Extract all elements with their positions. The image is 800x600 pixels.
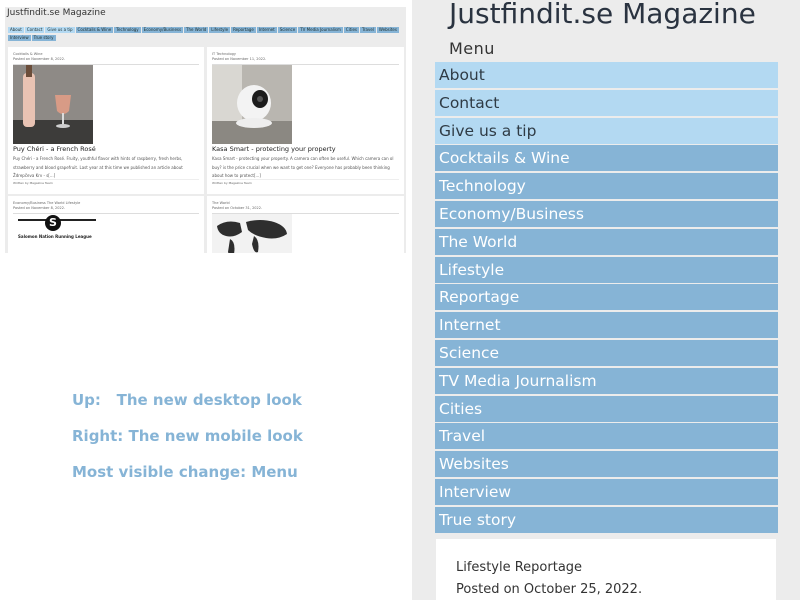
mobile-site-title[interactable]: Justfindit.se Magazine <box>449 0 756 30</box>
menu-item-tv-media-journalism[interactable]: TV Media Journalism <box>435 368 778 394</box>
desktop-nav-item-websites[interactable]: Websites <box>378 27 397 32</box>
desktop-nav-item-cities[interactable]: Cities <box>345 27 358 32</box>
desktop-nav-item-economy-business[interactable]: Economy/Business <box>143 27 182 32</box>
card-meta <box>13 201 80 211</box>
menu-item-about[interactable]: About <box>435 62 778 88</box>
world-map-photo[interactable] <box>212 214 292 253</box>
security-camera-photo[interactable] <box>212 65 292 144</box>
article-card-kasa-smart[interactable] <box>207 47 404 194</box>
salomon-logo-icon: S <box>45 215 61 231</box>
desktop-nav-item-tv-media-journalism[interactable]: TV Media Journalism <box>300 27 341 32</box>
card-posted-date: Posted on November 11, 2022. <box>212 57 267 61</box>
card-category[interactable]: Lifestyle Reportage <box>456 560 583 575</box>
caption-mobile: Right: The new mobile look <box>72 427 303 445</box>
menu-item-cities[interactable]: Cities <box>435 396 778 422</box>
card-byline: Written by Magazine Team <box>13 181 53 185</box>
card-headline[interactable]: Kasa Smart - protecting your property <box>212 145 336 153</box>
desktop-nav-item-give-us-a-tip[interactable]: Give us a tip <box>47 27 73 32</box>
menu-item-internet[interactable]: Internet <box>435 312 778 338</box>
menu-item-cocktails-wine[interactable]: Cocktails & Wine <box>435 145 778 171</box>
card-category[interactable]: IT Technology <box>212 52 236 56</box>
rose-wine-photo[interactable] <box>13 65 93 144</box>
mobile-screenshot <box>412 0 800 600</box>
desktop-nav-item-contact[interactable]: Contact <box>26 27 43 32</box>
card-category[interactable]: Cocktails & Wine <box>13 52 43 56</box>
card-posted-date: Posted on November 8, 2022. <box>13 57 66 61</box>
desktop-site-title[interactable]: Justfindit.se Magazine <box>7 8 106 18</box>
menu-item-travel[interactable]: Travel <box>435 423 778 449</box>
card-meta <box>212 52 266 62</box>
menu-item-the-world[interactable]: The World <box>435 229 778 255</box>
article-card-world[interactable] <box>207 196 404 253</box>
card-headline[interactable]: Puy Chéri - a French Rosé <box>13 145 96 153</box>
desktop-nav-item-cocktails-wine[interactable]: Cocktails & Wine <box>77 27 112 32</box>
desktop-nav-item-true-story[interactable]: True story <box>33 35 54 40</box>
card-excerpt: Puy Chéri - a French Rosé. Fruity, youthful flavor with hints of raspberry, fresh herbs, strawberry and blood grapefruit. Last year at this time we published an article about Ždrepčeva Krv - s[...] <box>13 156 183 178</box>
menu-item-true-story[interactable]: True story <box>435 507 778 533</box>
desktop-nav-item-internet[interactable]: Internet <box>258 27 275 32</box>
article-card-salomon[interactable] <box>8 196 204 253</box>
article-card-puy-cheri[interactable] <box>8 47 204 194</box>
menu-item-interview[interactable]: Interview <box>435 479 778 505</box>
desktop-nav-item-lifestyle[interactable]: Lifestyle <box>211 27 229 32</box>
card-excerpt: Kasa Smart - protecting your property. A camera can often be useful. Which camera can ol buy? is the price crucial when we want to get one? Everyone has probably been thinking about how to protect[...] <box>212 156 394 178</box>
card-category[interactable]: The World <box>212 201 230 205</box>
desktop-nav-item-interview[interactable]: Interview <box>10 35 29 40</box>
desktop-screenshot <box>5 7 406 253</box>
desktop-nav-item-reportage[interactable]: Reportage <box>233 27 254 32</box>
desktop-nav-item-about[interactable]: About <box>10 27 22 32</box>
card-category[interactable]: Economy/Business The World Lifestyle <box>13 201 81 205</box>
menu-item-websites[interactable]: Websites <box>435 451 778 477</box>
desktop-nav <box>8 26 404 42</box>
caption-change: Most visible change: Menu <box>72 463 298 481</box>
menu-item-economy-business[interactable]: Economy/Business <box>435 201 778 227</box>
mobile-menu <box>435 62 778 535</box>
desktop-nav-item-travel[interactable]: Travel <box>362 27 374 32</box>
mobile-article-card[interactable] <box>436 539 776 600</box>
menu-item-lifestyle[interactable]: Lifestyle <box>435 257 778 283</box>
card-image-caption: Salomon Nation Running League <box>18 234 92 239</box>
menu-item-give-us-a-tip[interactable]: Give us a tip <box>435 118 778 144</box>
divider <box>212 179 399 180</box>
divider <box>13 213 199 214</box>
desktop-nav-item-science[interactable]: Science <box>279 27 296 32</box>
menu-heading: Menu <box>449 39 495 58</box>
menu-item-contact[interactable]: Contact <box>435 90 778 116</box>
card-meta <box>13 52 65 62</box>
menu-item-reportage[interactable]: Reportage <box>435 284 778 310</box>
card-posted-date: Posted on October 25, 2022. <box>456 582 643 597</box>
desktop-nav-item-the-world[interactable]: The World <box>186 27 207 32</box>
divider <box>13 179 199 180</box>
caption-desktop: Up: The new desktop look <box>72 391 302 409</box>
card-meta <box>212 201 262 211</box>
card-byline: Written by Magazine Team <box>212 181 252 185</box>
card-posted-date: Posted on November 8, 2022. <box>13 206 66 210</box>
menu-item-science[interactable]: Science <box>435 340 778 366</box>
menu-item-technology[interactable]: Technology <box>435 173 778 199</box>
card-posted-date: Posted on October 31, 2022. <box>212 206 263 210</box>
desktop-nav-item-technology[interactable]: Technology <box>116 27 139 32</box>
